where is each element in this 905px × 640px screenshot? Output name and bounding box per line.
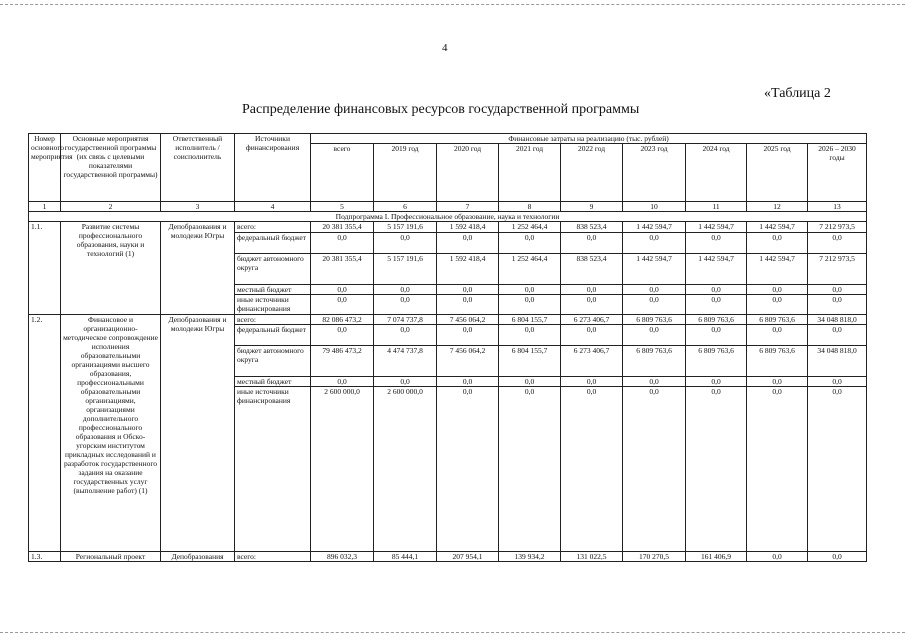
value-cell: 0,0 [561, 233, 623, 254]
source-label: местный бюджет [235, 285, 311, 295]
value-cell: 0,0 [747, 233, 808, 254]
source-label: иные источники финансирования [235, 295, 311, 315]
table-row [29, 315, 867, 325]
value-cell: 6 809 763,6 [747, 346, 808, 377]
value-cell: 0,0 [623, 233, 686, 254]
source-label: всего: [235, 222, 311, 233]
source-label: федеральный бюджет [235, 233, 311, 254]
value-cell: 139 934,2 [499, 552, 561, 562]
value-cell: 1 592 418,4 [437, 254, 499, 285]
value-cell: 2 600 000,0 [311, 387, 374, 552]
row-measure: Развитие системы профессионального образования, науки и технологий (1) [61, 222, 161, 315]
value-cell: 0,0 [808, 377, 867, 387]
value-cell: 0,0 [437, 377, 499, 387]
value-cell: 0,0 [374, 233, 437, 254]
source-label: федеральный бюджет [235, 325, 311, 346]
value-cell: 0,0 [561, 295, 623, 315]
value-cell: 0,0 [311, 233, 374, 254]
value-cell: 0,0 [808, 552, 867, 562]
value-cell: 79 486 473,2 [311, 346, 374, 377]
header-year: 2024 год [686, 144, 747, 202]
value-cell: 0,0 [623, 377, 686, 387]
source-label: иные источники финансирования [235, 387, 311, 552]
row-measure: Финансовое и организационно-методическое сопровождение исполнения образовательными организациями высшего образования, профессиональными образовательными организациями, организациями дополнительного профессионального образования и Обско-угорским институтом прикладных исследований и разработок государственного задания на оказание государственных услуг (выполнение работ) (1) [61, 315, 161, 552]
value-cell: 4 474 737,8 [374, 346, 437, 377]
header-year: 2026 – 2030 годы [808, 144, 867, 202]
scan-edge-bottom [0, 632, 905, 633]
row-responsible: Депобразования и молодежи Югры [161, 315, 235, 552]
value-cell: 0,0 [686, 325, 747, 346]
value-cell: 838 523,4 [561, 222, 623, 233]
value-cell: 0,0 [311, 285, 374, 295]
value-cell: 0,0 [808, 325, 867, 346]
value-cell: 0,0 [374, 377, 437, 387]
row-responsible: Депобразования [161, 552, 235, 562]
header-year: 2022 год [561, 144, 623, 202]
value-cell: 0,0 [747, 387, 808, 552]
value-cell: 1 252 464,4 [499, 222, 561, 233]
value-cell: 6 273 406,7 [561, 315, 623, 325]
value-cell: 6 809 763,6 [747, 315, 808, 325]
column-number: 5 [311, 202, 374, 212]
row-number: 1.3. [29, 552, 61, 562]
value-cell: 0,0 [437, 325, 499, 346]
value-cell: 6 804 155,7 [499, 346, 561, 377]
value-cell: 0,0 [747, 285, 808, 295]
header-year: 2023 год [623, 144, 686, 202]
value-cell: 0,0 [561, 285, 623, 295]
value-cell: 6 809 763,6 [686, 315, 747, 325]
value-cell: 6 273 406,7 [561, 346, 623, 377]
header-num: Номер основного мероприятия [29, 134, 61, 202]
value-cell: 6 809 763,6 [686, 346, 747, 377]
value-cell: 7 212 973,5 [808, 222, 867, 233]
value-cell: 85 444,1 [374, 552, 437, 562]
value-cell: 0,0 [808, 233, 867, 254]
table-label: «Таблица 2 [764, 86, 831, 101]
column-number: 13 [808, 202, 867, 212]
value-cell: 131 022,5 [561, 552, 623, 562]
finance-table [28, 133, 867, 562]
column-numbers-row [29, 202, 867, 212]
value-cell: 1 442 594,7 [686, 254, 747, 285]
header-responsible: Ответственный исполнитель / соисполнитель [161, 134, 235, 202]
value-cell: 0,0 [561, 377, 623, 387]
value-cell: 0,0 [499, 295, 561, 315]
row-responsible: Депобразования и молодежи Югры [161, 222, 235, 315]
page-number: 4 [442, 42, 448, 54]
value-cell: 0,0 [499, 377, 561, 387]
value-cell: 1 442 594,7 [686, 222, 747, 233]
header-year: 2021 год [499, 144, 561, 202]
value-cell: 5 157 191,6 [374, 254, 437, 285]
value-cell: 6 809 763,6 [623, 315, 686, 325]
value-cell: 1 442 594,7 [623, 222, 686, 233]
value-cell: 161 406,9 [686, 552, 747, 562]
value-cell: 7 456 064,2 [437, 315, 499, 325]
document-title: Распределение финансовых ресурсов государственной программы [242, 102, 640, 117]
value-cell: 0,0 [623, 325, 686, 346]
value-cell: 7 074 737,8 [374, 315, 437, 325]
value-cell: 838 523,4 [561, 254, 623, 285]
table-row [29, 222, 867, 233]
value-cell: 0,0 [686, 285, 747, 295]
value-cell: 170 270,5 [623, 552, 686, 562]
value-cell: 0,0 [623, 295, 686, 315]
value-cell: 20 381 355,4 [311, 254, 374, 285]
source-label: бюджет автономного округа [235, 254, 311, 285]
value-cell: 1 442 594,7 [747, 222, 808, 233]
value-cell: 0,0 [561, 387, 623, 552]
value-cell: 0,0 [311, 295, 374, 315]
value-cell: 0,0 [437, 387, 499, 552]
value-cell: 0,0 [686, 387, 747, 552]
value-cell: 20 381 355,4 [311, 222, 374, 233]
column-number: 7 [437, 202, 499, 212]
value-cell: 0,0 [499, 325, 561, 346]
value-cell: 0,0 [747, 325, 808, 346]
value-cell: 7 456 064,2 [437, 346, 499, 377]
row-number: 1.2. [29, 315, 61, 552]
value-cell: 0,0 [747, 552, 808, 562]
column-number: 8 [499, 202, 561, 212]
value-cell: 0,0 [747, 377, 808, 387]
source-label: всего: [235, 315, 311, 325]
column-number: 1 [29, 202, 61, 212]
value-cell: 0,0 [374, 325, 437, 346]
value-cell: 7 212 973,5 [808, 254, 867, 285]
row-measure: Региональный проект [61, 552, 161, 562]
value-cell: 0,0 [499, 285, 561, 295]
subprogram-title: Подпрограмма I. Профессиональное образование, наука и технологии [29, 212, 867, 222]
value-cell: 0,0 [437, 285, 499, 295]
column-number: 10 [623, 202, 686, 212]
value-cell: 2 600 000,0 [374, 387, 437, 552]
column-number: 9 [561, 202, 623, 212]
value-cell: 82 086 473,2 [311, 315, 374, 325]
column-number: 4 [235, 202, 311, 212]
header-year: 2019 год [374, 144, 437, 202]
header-measures: Основные мероприятия государственной программы (их связь с целевыми показателями государственной программы) [61, 134, 161, 202]
value-cell: 0,0 [311, 325, 374, 346]
scan-edge-top [0, 4, 905, 5]
value-cell: 0,0 [623, 387, 686, 552]
value-cell: 6 809 763,6 [623, 346, 686, 377]
value-cell: 0,0 [686, 377, 747, 387]
value-cell: 6 804 155,7 [499, 315, 561, 325]
table-row [29, 552, 867, 562]
value-cell: 0,0 [686, 295, 747, 315]
value-cell: 0,0 [686, 233, 747, 254]
value-cell: 0,0 [808, 295, 867, 315]
value-cell: 5 157 191,6 [374, 222, 437, 233]
column-number: 12 [747, 202, 808, 212]
value-cell: 0,0 [561, 325, 623, 346]
value-cell: 0,0 [808, 387, 867, 552]
source-label: всего: [235, 552, 311, 562]
value-cell: 0,0 [374, 285, 437, 295]
value-cell: 0,0 [623, 285, 686, 295]
value-cell: 0,0 [374, 295, 437, 315]
value-cell: 0,0 [499, 387, 561, 552]
value-cell: 0,0 [437, 233, 499, 254]
column-number: 3 [161, 202, 235, 212]
header-costs: Финансовые затраты на реализацию (тыс. рублей) [311, 134, 867, 144]
column-number: 11 [686, 202, 747, 212]
source-label: бюджет автономного округа [235, 346, 311, 377]
source-label: местный бюджет [235, 377, 311, 387]
header-sources: Источники финансирования [235, 134, 311, 202]
value-cell: 896 032,3 [311, 552, 374, 562]
column-number: 2 [61, 202, 161, 212]
value-cell: 0,0 [311, 377, 374, 387]
value-cell: 0,0 [437, 295, 499, 315]
header-year: 2020 год [437, 144, 499, 202]
header-year: 2025 год [747, 144, 808, 202]
value-cell: 1 592 418,4 [437, 222, 499, 233]
value-cell: 0,0 [747, 295, 808, 315]
value-cell: 0,0 [808, 285, 867, 295]
value-cell: 1 442 594,7 [623, 254, 686, 285]
value-cell: 34 048 818,0 [808, 315, 867, 325]
value-cell: 34 048 818,0 [808, 346, 867, 377]
value-cell: 1 442 594,7 [747, 254, 808, 285]
row-number: 1.1. [29, 222, 61, 315]
value-cell: 0,0 [499, 233, 561, 254]
value-cell: 207 954,1 [437, 552, 499, 562]
value-cell: 1 252 464,4 [499, 254, 561, 285]
column-number: 6 [374, 202, 437, 212]
header-total: всего [311, 144, 374, 202]
